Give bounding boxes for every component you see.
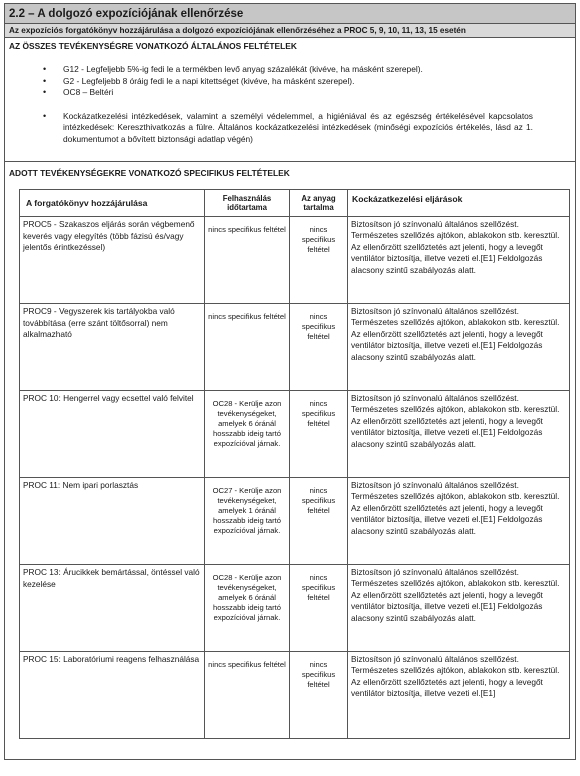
cell-content: nincs specifikus feltétel bbox=[290, 391, 348, 478]
cell-contribution: PROC9 - Vegyszerek kis tartályokba való továbbítása (erre szánt töltősorral) nem alkalmazható bbox=[20, 304, 205, 391]
cell-duration: nincs specifikus feltétel bbox=[205, 304, 290, 391]
specific-conditions-box bbox=[4, 162, 576, 760]
list-item-text: OC8 – Beltéri bbox=[63, 87, 114, 97]
list-item bbox=[43, 76, 533, 88]
table-row bbox=[20, 565, 570, 652]
bullet-icon: • bbox=[43, 110, 47, 121]
list-item-text: G2 - Legfeljebb 8 óráig fedi le a napi kitettséget (kivéve, ha másként szerepel). bbox=[63, 75, 355, 86]
list-item bbox=[43, 64, 533, 76]
table-header-row bbox=[20, 190, 570, 217]
bullet-icon: • bbox=[43, 75, 47, 86]
general-conditions-box bbox=[4, 38, 576, 162]
specific-conditions-table bbox=[19, 189, 570, 739]
cell-procedure: Biztosítson jó színvonalú általános szellőzést. Természetes szellőzés ajtókon, ablakokon stb. keresztül. Az ellenőrzött szellőztetés azt jelenti, hogy a levegőt ventilátor biztosítja, illetve vezeti el.[E1] Feldolgozás alacsony szintű szabályozás alatt. bbox=[348, 391, 570, 478]
cell-content: nincs specifikus feltétel bbox=[290, 478, 348, 565]
table-row bbox=[20, 652, 570, 739]
bullet-icon: • bbox=[43, 64, 47, 74]
list-item-text: Kockázatkezelési intézkedések, valamint a személyi védelemmel, a higiéniával és az egészség értékelésével kapcsolatos intézkedések: Kereszthivatkozás a fülre. Általános kockázatkezelési intézkedések (minőségi expozíciós értékelés, lásd az 1. dokumentumot a bővített biztonsági adatlap végén) bbox=[63, 110, 533, 144]
list-spacer bbox=[43, 99, 533, 111]
column-header-procedures: Kockázatkezelési eljárások bbox=[348, 190, 570, 217]
cell-duration: OC28 - Kerülje azon tevékenységeket, amelyek 6 óránál hosszabb ideig tartó expozícióval járnak. bbox=[205, 565, 290, 652]
cell-content: nincs specifikus feltétel bbox=[290, 217, 348, 304]
document-page bbox=[4, 3, 576, 760]
general-conditions-list bbox=[43, 64, 533, 145]
cell-duration: nincs specifikus feltétel bbox=[205, 217, 290, 304]
table-row bbox=[20, 217, 570, 304]
bullet-icon: • bbox=[43, 87, 47, 97]
table-row bbox=[20, 478, 570, 565]
cell-duration: OC27 - Kerülje azon tevékenységeket, amelyek 1 óránál hosszabb ideig tartó expozícióval járnak. bbox=[205, 478, 290, 565]
general-conditions-header: AZ ÖSSZES TEVÉKENYSÉGRE VONATKOZÓ ÁLTALÁNOS FELTÉTELEK bbox=[9, 41, 297, 51]
cell-procedure: Biztosítson jó színvonalú általános szellőzést. Természetes szellőzés ajtókon, ablakokon stb. keresztül. Az ellenőrzött szellőztetés azt jelenti, hogy a levegőt ventilátor biztosítja, illetve vezeti el.[E1] Feldolgozás alacsony szintű szabályozás alatt. bbox=[348, 565, 570, 652]
cell-contribution: PROC 10: Hengerrel vagy ecsettel való felvitel bbox=[20, 391, 205, 478]
cell-duration: OC28 - Kerülje azon tevékenységeket, amelyek 6 óránál hosszabb ideig tartó expozícióval járnak. bbox=[205, 391, 290, 478]
cell-procedure: Biztosítson jó színvonalú általános szellőzést. Természetes szellőzés ajtókon, ablakokon stb. keresztül. Az ellenőrzött szellőztetés azt jelenti, hogy a levegőt ventilátor biztosítja, illetve vezeti el.[E1] Feldolgozás alacsony szintű szabályozás alatt. bbox=[348, 478, 570, 565]
cell-procedure: Biztosítson jó színvonalú általános szellőzést. Természetes szellőzés ajtókon, ablakokon stb. keresztül. Az ellenőrzött szellőztetés azt jelenti, hogy a levegőt ventilátor biztosítja, illetve vezeti el.[E1] Feldolgozás alacsony szintű szabályozás alatt. bbox=[348, 217, 570, 304]
column-header-contribution: A forgatókönyv hozzájárulása bbox=[20, 190, 205, 217]
section-title: 2.2 – A dolgozó expozíciójának ellenőrzése bbox=[4, 3, 576, 24]
cell-procedure: Biztosítson jó színvonalú általános szellőzést. Természetes szellőzés ajtókon, ablakokon stb. keresztül. Az ellenőrzött szellőztetés azt jelenti, hogy a levegőt ventilátor biztosítja, illetve vezeti el.[E1] Feldolgozás alacsony szintű szabályozás alatt. bbox=[348, 304, 570, 391]
cell-contribution: PROC 13: Árucikkek bemártással, öntéssel való kezelése bbox=[20, 565, 205, 652]
specific-conditions-header: ADOTT TEVÉKENYSÉGEKRE VONATKOZÓ SPECIFIKUS FELTÉTELEK bbox=[9, 168, 290, 178]
cell-duration: nincs specifikus feltétel bbox=[205, 652, 290, 739]
cell-content: nincs specifikus feltétel bbox=[290, 304, 348, 391]
cell-contribution: PROC5 - Szakaszos eljárás során végbemenő keverés vagy elegyítés (több fázisú és/vagy jelentős érintkezéssel) bbox=[20, 217, 205, 304]
column-header-duration: Felhasználás időtartama bbox=[205, 190, 290, 217]
cell-contribution: PROC 11: Nem ipari porlasztás bbox=[20, 478, 205, 565]
table-row bbox=[20, 304, 570, 391]
cell-content: nincs specifikus feltétel bbox=[290, 652, 348, 739]
section-subtitle: Az expozíciós forgatókönyv hozzájárulása a dolgozó expozíciójának ellenőrzéséhez a PROC 5, 9, 10, 11, 13, 15 esetén bbox=[4, 24, 576, 38]
column-header-content: Az anyag tartalma bbox=[290, 190, 348, 217]
cell-procedure: Biztosítson jó színvonalú általános szellőzést. Természetes szellőzés ajtókon, ablakokon stb. keresztül. Az ellenőrzött szellőztetés azt jelenti, hogy a levegőt ventilátor biztosítja, illetve vezeti el.[E1] bbox=[348, 652, 570, 739]
list-item bbox=[43, 111, 533, 146]
list-item-text: G12 - Legfeljebb 5%-ig fedi le a termékben levő anyag százalékát (kivéve, ha másként szerepel). bbox=[63, 64, 423, 74]
list-item bbox=[43, 87, 533, 99]
cell-content: nincs specifikus feltétel bbox=[290, 565, 348, 652]
cell-contribution: PROC 15: Laboratóriumi reagens felhasználása bbox=[20, 652, 205, 739]
table-row bbox=[20, 391, 570, 478]
